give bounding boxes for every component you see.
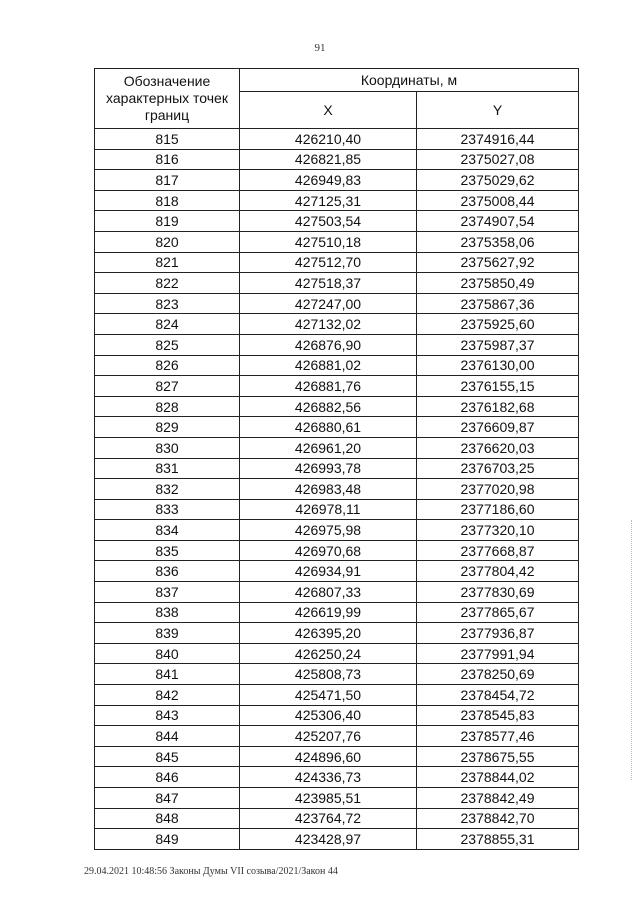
cell-point: 815 [95, 129, 240, 150]
table-row [95, 334, 579, 355]
cell-x: 423764,72 [240, 808, 417, 829]
table-row [95, 602, 579, 623]
page-number: 91 [314, 42, 326, 54]
cell-point: 818 [95, 190, 240, 211]
cell-y: 2375029,62 [417, 170, 579, 191]
cell-x: 426881,76 [240, 376, 417, 397]
table-row [95, 231, 579, 252]
table-row [95, 664, 579, 685]
cell-y: 2378844,02 [417, 767, 579, 788]
cell-y: 2376609,87 [417, 417, 579, 438]
cell-y: 2377936,87 [417, 623, 579, 644]
table-row [95, 355, 579, 376]
cell-point: 831 [95, 458, 240, 479]
cell-x: 426975,98 [240, 520, 417, 541]
cell-x: 427518,37 [240, 273, 417, 294]
cell-point: 843 [95, 705, 240, 726]
cell-y: 2376620,03 [417, 437, 579, 458]
table-row [95, 458, 579, 479]
cell-x: 426882,56 [240, 396, 417, 417]
cell-y: 2375027,08 [417, 149, 579, 170]
cell-point: 830 [95, 437, 240, 458]
table-row [95, 479, 579, 500]
cell-x: 425808,73 [240, 664, 417, 685]
cell-x: 426934,91 [240, 561, 417, 582]
cell-point: 844 [95, 726, 240, 747]
cell-point: 840 [95, 643, 240, 664]
cell-point: 821 [95, 252, 240, 273]
cell-y: 2378454,72 [417, 685, 579, 706]
cell-x: 426807,33 [240, 582, 417, 603]
table-row [95, 190, 579, 211]
table-row [95, 788, 579, 809]
cell-x: 425207,76 [240, 726, 417, 747]
table-body [95, 129, 579, 850]
cell-point: 819 [95, 211, 240, 232]
cell-x: 427247,00 [240, 293, 417, 314]
cell-x: 424336,73 [240, 767, 417, 788]
table-row [95, 417, 579, 438]
cell-point: 842 [95, 685, 240, 706]
cell-x: 426881,02 [240, 355, 417, 376]
cell-point: 836 [95, 561, 240, 582]
table-row [95, 396, 579, 417]
cell-x: 426970,68 [240, 540, 417, 561]
cell-x: 423985,51 [240, 788, 417, 809]
cell-point: 847 [95, 788, 240, 809]
table-row [95, 273, 579, 294]
scan-margin-marks [631, 520, 634, 780]
cell-x: 427512,70 [240, 252, 417, 273]
table-row [95, 643, 579, 664]
cell-point: 849 [95, 829, 240, 850]
cell-y: 2378250,69 [417, 664, 579, 685]
cell-point: 839 [95, 623, 240, 644]
cell-y: 2375925,60 [417, 314, 579, 335]
table-row [95, 746, 579, 767]
cell-point: 817 [95, 170, 240, 191]
cell-y: 2375850,49 [417, 273, 579, 294]
cell-y: 2377320,10 [417, 520, 579, 541]
cell-x: 427510,18 [240, 231, 417, 252]
table-row [95, 829, 579, 850]
table-row [95, 499, 579, 520]
cell-y: 2378842,70 [417, 808, 579, 829]
table-row [95, 623, 579, 644]
cell-y: 2378545,83 [417, 705, 579, 726]
cell-x: 427503,54 [240, 211, 417, 232]
table-row [95, 129, 579, 150]
cell-point: 845 [95, 746, 240, 767]
cell-x: 426983,48 [240, 479, 417, 500]
cell-y: 2375627,92 [417, 252, 579, 273]
table-row [95, 376, 579, 397]
cell-x: 426821,85 [240, 149, 417, 170]
cell-x: 425471,50 [240, 685, 417, 706]
table-row [95, 561, 579, 582]
table-row [95, 685, 579, 706]
cell-point: 846 [95, 767, 240, 788]
table-row [95, 437, 579, 458]
cell-y: 2377020,98 [417, 479, 579, 500]
cell-x: 427132,02 [240, 314, 417, 335]
document-footer: 29.04.2021 10:48:56 Законы Думы VII созыва/2021/Закон 44 [84, 866, 338, 877]
cell-x: 427125,31 [240, 190, 417, 211]
cell-y: 2375358,06 [417, 231, 579, 252]
cell-y: 2376130,00 [417, 355, 579, 376]
cell-y: 2375008,44 [417, 190, 579, 211]
cell-point: 837 [95, 582, 240, 603]
cell-y: 2378842,49 [417, 788, 579, 809]
cell-y: 2376182,68 [417, 396, 579, 417]
cell-y: 2377804,42 [417, 561, 579, 582]
header-x: X [240, 92, 417, 129]
cell-y: 2377991,94 [417, 643, 579, 664]
cell-point: 832 [95, 479, 240, 500]
cell-point: 834 [95, 520, 240, 541]
cell-point: 835 [95, 540, 240, 561]
table-row [95, 314, 579, 335]
cell-x: 426949,83 [240, 170, 417, 191]
cell-point: 820 [95, 231, 240, 252]
cell-y: 2378675,55 [417, 746, 579, 767]
cell-x: 426250,24 [240, 643, 417, 664]
header-coordinates: Координаты, м [240, 69, 579, 92]
cell-y: 2376703,25 [417, 458, 579, 479]
table-row [95, 293, 579, 314]
table-row [95, 211, 579, 232]
coordinates-table [94, 68, 579, 850]
cell-point: 825 [95, 334, 240, 355]
cell-x: 424896,60 [240, 746, 417, 767]
cell-x: 426619,99 [240, 602, 417, 623]
cell-point: 833 [95, 499, 240, 520]
header-point-designation: Обозначение характерных точек границ [95, 69, 240, 129]
cell-y: 2374916,44 [417, 129, 579, 150]
cell-x: 423428,97 [240, 829, 417, 850]
cell-point: 828 [95, 396, 240, 417]
cell-y: 2378855,31 [417, 829, 579, 850]
cell-x: 426978,11 [240, 499, 417, 520]
cell-point: 827 [95, 376, 240, 397]
cell-y: 2375987,37 [417, 334, 579, 355]
cell-y: 2376155,15 [417, 376, 579, 397]
cell-x: 426210,40 [240, 129, 417, 150]
table-row [95, 252, 579, 273]
cell-point: 824 [95, 314, 240, 335]
cell-x: 425306,40 [240, 705, 417, 726]
cell-y: 2378577,46 [417, 726, 579, 747]
cell-y: 2375867,36 [417, 293, 579, 314]
table-row [95, 582, 579, 603]
table-row [95, 170, 579, 191]
cell-x: 426876,90 [240, 334, 417, 355]
cell-point: 848 [95, 808, 240, 829]
cell-y: 2374907,54 [417, 211, 579, 232]
cell-x: 426880,61 [240, 417, 417, 438]
cell-point: 829 [95, 417, 240, 438]
table-row [95, 808, 579, 829]
table-row [95, 540, 579, 561]
table-row [95, 520, 579, 541]
cell-y: 2377668,87 [417, 540, 579, 561]
cell-point: 826 [95, 355, 240, 376]
table-row [95, 767, 579, 788]
table-row [95, 149, 579, 170]
cell-y: 2377186,60 [417, 499, 579, 520]
cell-point: 816 [95, 149, 240, 170]
cell-point: 822 [95, 273, 240, 294]
cell-y: 2377865,67 [417, 602, 579, 623]
cell-point: 823 [95, 293, 240, 314]
header-y: Y [417, 92, 579, 129]
table-row [95, 705, 579, 726]
table-row [95, 726, 579, 747]
cell-x: 426395,20 [240, 623, 417, 644]
cell-x: 426961,20 [240, 437, 417, 458]
cell-point: 838 [95, 602, 240, 623]
cell-point: 841 [95, 664, 240, 685]
cell-y: 2377830,69 [417, 582, 579, 603]
cell-x: 426993,78 [240, 458, 417, 479]
